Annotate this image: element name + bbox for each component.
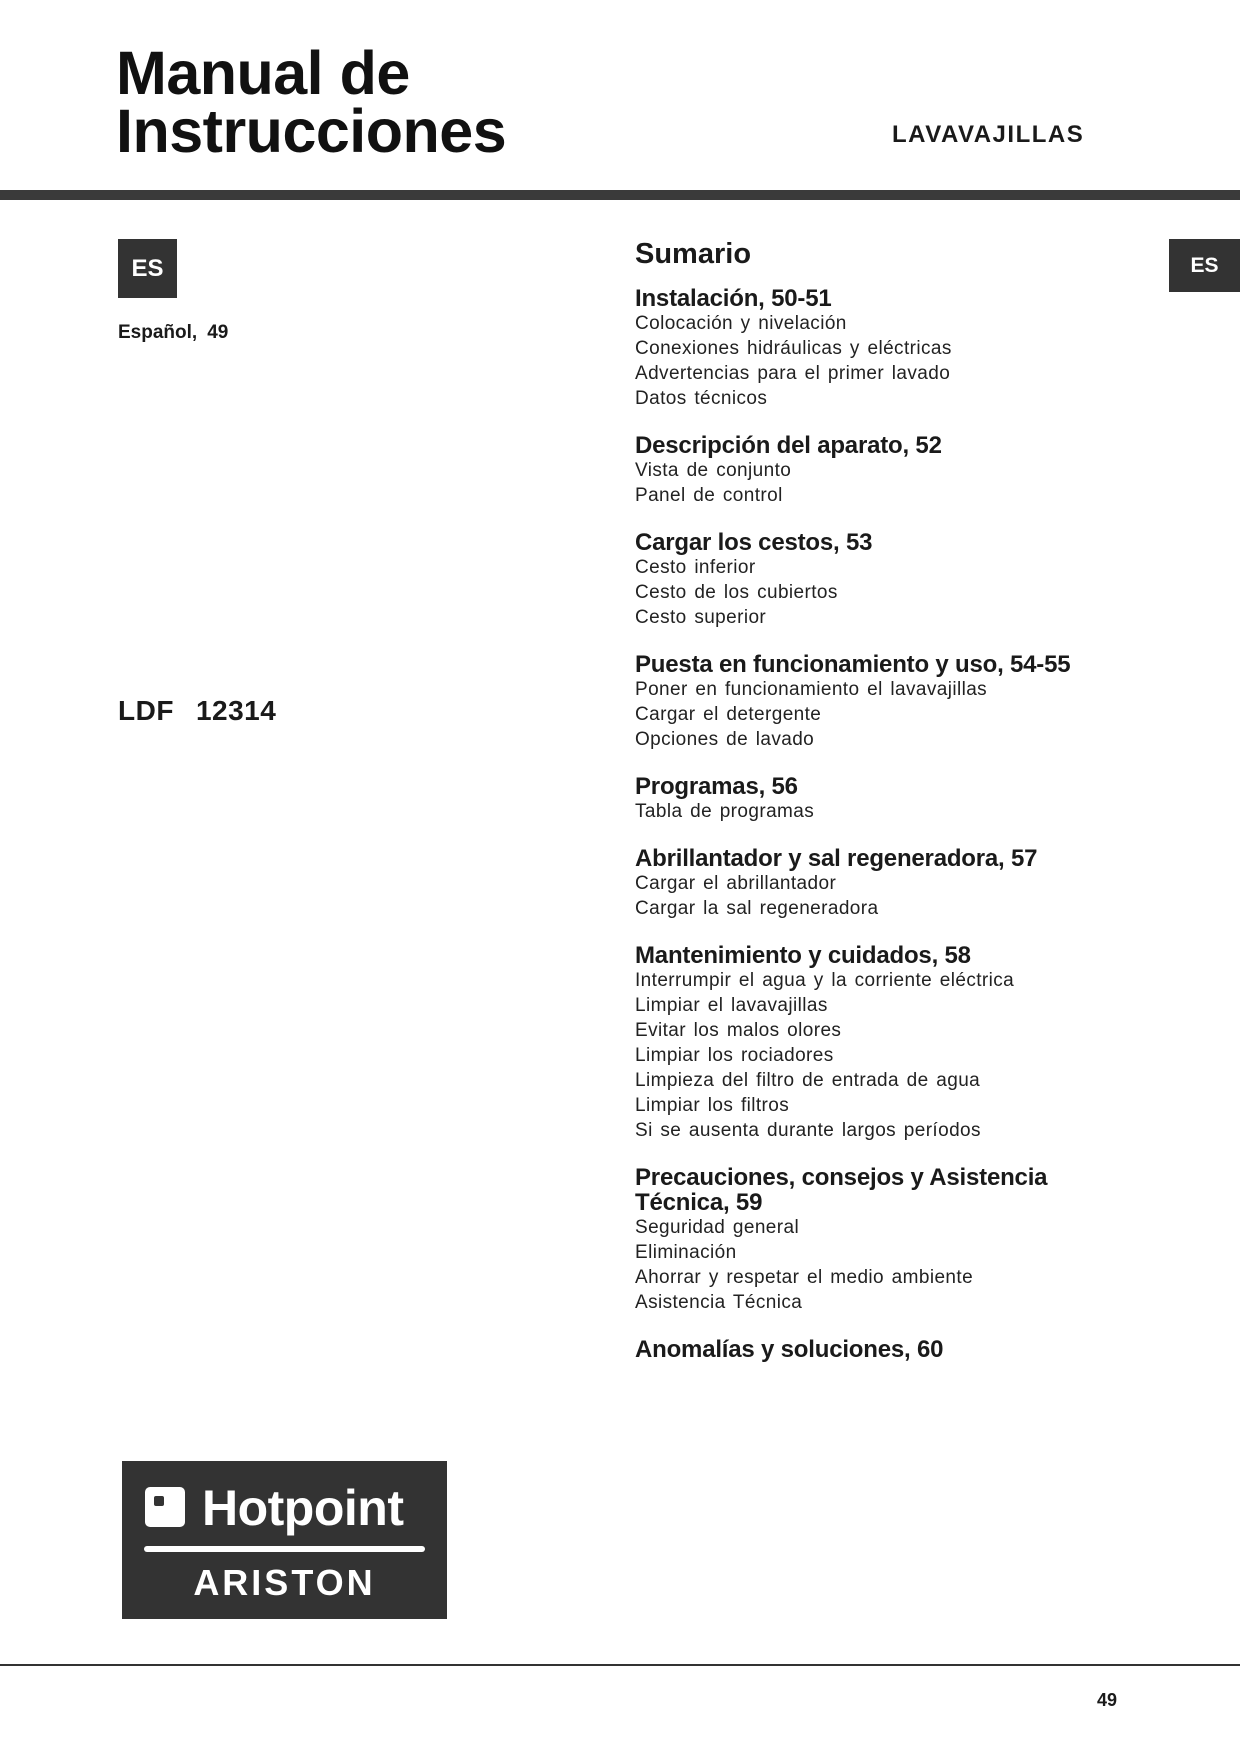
toc-item: Seguridad general	[635, 1217, 800, 1238]
toc-item: Datos técnicos	[635, 388, 768, 409]
toc-section-heading: Anomalías y soluciones, 60	[635, 1336, 944, 1363]
language-index	[118, 322, 228, 344]
toc-item: Asistencia Técnica	[635, 1292, 803, 1313]
toc-item: Cesto superior	[635, 607, 767, 628]
page-title	[116, 39, 507, 165]
model-code: 12314	[195, 695, 277, 726]
toc-item: Interrumpir el agua y la corriente eléctrica	[635, 970, 1015, 991]
header-divider	[0, 190, 1240, 200]
toc-item: Limpieza del filtro de entrada de agua	[635, 1070, 981, 1091]
toc-item: Advertencias para el primer lavado	[635, 363, 951, 384]
hotpoint-ariston-logo	[122, 1461, 447, 1619]
toc-item: Opciones de lavado	[635, 729, 815, 750]
toc-section-heading: Mantenimiento y cuidados, 58	[635, 942, 971, 969]
toc-item: Cesto inferior	[635, 557, 756, 578]
title-line-1: Manual de	[116, 39, 410, 107]
toc-section-installation	[635, 286, 1105, 411]
logo-square-icon	[145, 1487, 185, 1527]
toc-item: Ahorrar y respetar el medio ambiente	[635, 1267, 974, 1288]
language-badge: ES	[118, 239, 177, 298]
toc-item: Eliminación	[635, 1242, 737, 1263]
toc-item: Limpiar los filtros	[635, 1095, 790, 1116]
logo-brand-text: Hotpoint	[202, 1480, 404, 1536]
toc-item: Limpiar el lavavajillas	[635, 995, 828, 1016]
model-prefix: LDF	[118, 695, 174, 726]
toc-item: Cargar la sal regeneradora	[635, 898, 879, 919]
page-number: 49	[1097, 1690, 1118, 1710]
toc-section-baskets	[635, 530, 1105, 630]
logo-divider	[144, 1546, 425, 1552]
toc-section-maintenance	[635, 943, 1105, 1143]
toc-section-rinse-aid-salt	[635, 846, 1105, 921]
toc-item: Cargar el detergente	[635, 704, 822, 725]
toc-section-programs	[635, 774, 1105, 824]
logo-sub-text: ARISTON	[193, 1562, 376, 1603]
toc-section-heading: Abrillantador y sal regeneradora, 57	[635, 845, 1038, 872]
toc-item: Evitar los malos olores	[635, 1020, 842, 1041]
toc-item: Cargar el abrillantador	[635, 873, 837, 894]
toc-section-description	[635, 433, 1105, 508]
toc-item: Cesto de los cubiertos	[635, 582, 838, 603]
toc-section-heading: Programas, 56	[635, 773, 798, 800]
toc-section-heading: Puesta en funcionamiento y uso, 54-55	[635, 651, 1071, 678]
product-category: LAVAVAJILLAS	[892, 121, 1085, 148]
toc-item: Colocación y nivelación	[635, 313, 847, 334]
toc-item: Panel de control	[635, 485, 783, 506]
toc-title: Sumario	[635, 238, 752, 270]
language-page: 49	[207, 322, 229, 343]
toc-section-operation	[635, 652, 1105, 752]
table-of-contents	[635, 237, 1105, 1384]
side-language-tab: ES	[1169, 239, 1240, 292]
model-number	[118, 695, 276, 727]
toc-item: Tabla de programas	[635, 801, 815, 822]
toc-item: Limpiar los rociadores	[635, 1045, 834, 1066]
toc-section-heading: Instalación, 50-51	[635, 285, 832, 312]
toc-section-heading: Precauciones, consejos y Asistencia Técnica, 59	[635, 1164, 1048, 1216]
toc-item: Poner en funcionamiento el lavavajillas	[635, 679, 988, 700]
toc-item: Si se ausenta durante largos períodos	[635, 1120, 981, 1141]
title-line-2: Instrucciones	[116, 97, 507, 165]
toc-item: Vista de conjunto	[635, 460, 792, 481]
toc-section-precautions	[635, 1165, 1105, 1315]
toc-item: Conexiones hidráulicas y eléctricas	[635, 338, 952, 359]
toc-section-heading: Descripción del aparato, 52	[635, 432, 942, 459]
language-name: Español,	[118, 322, 198, 343]
footer-divider	[0, 1664, 1240, 1666]
toc-section-heading: Cargar los cestos, 53	[635, 529, 873, 556]
toc-section-troubleshooting	[635, 1337, 1105, 1362]
